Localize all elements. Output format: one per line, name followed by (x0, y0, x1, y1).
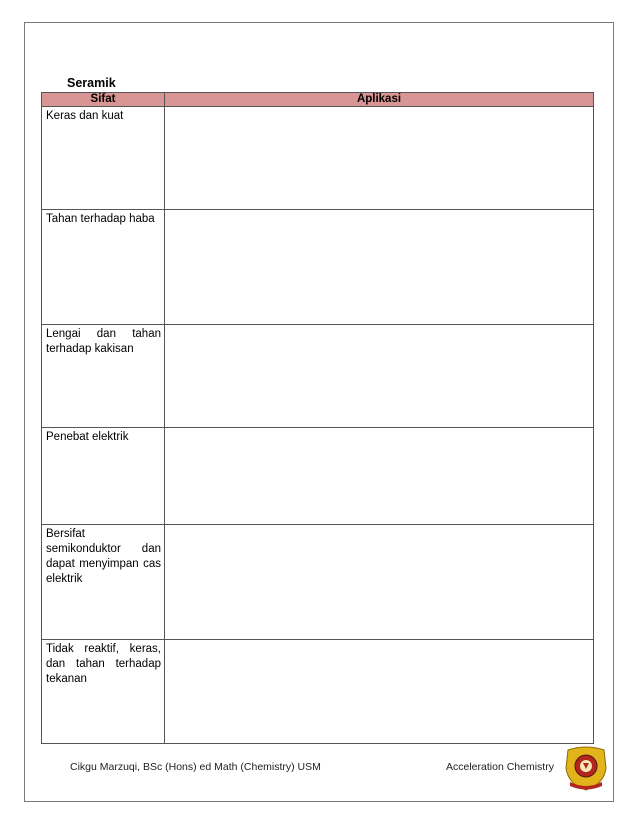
footer-course: Acceleration Chemistry (446, 761, 554, 773)
sifat-cell: Tidak reaktif, keras, dan tahan terhadap tekanan (42, 640, 165, 744)
sifat-cell: Tahan terhadap haba (42, 210, 165, 325)
header-sifat: Sifat (42, 93, 165, 107)
school-crest-icon (562, 746, 610, 792)
aplikasi-cell[interactable] (165, 325, 594, 428)
section-title: Seramik (67, 76, 116, 90)
aplikasi-cell[interactable] (165, 107, 594, 210)
sifat-cell: Bersifat semikonduktor dan dapat menyimpan cas elektrik (42, 525, 165, 640)
aplikasi-cell[interactable] (165, 210, 594, 325)
table-row (42, 525, 594, 640)
header-aplikasi: Aplikasi (165, 93, 594, 107)
aplikasi-cell[interactable] (165, 640, 594, 744)
aplikasi-cell[interactable] (165, 428, 594, 525)
table-header-row (42, 93, 594, 107)
table-row (42, 210, 594, 325)
sifat-cell: Keras dan kuat (42, 107, 165, 210)
footer-author: Cikgu Marzuqi, BSc (Hons) ed Math (Chemistry) USM (70, 761, 321, 773)
table-row (42, 325, 594, 428)
sifat-cell: Lengai dan tahan terhadap kakisan (42, 325, 165, 428)
table-row (42, 107, 594, 210)
table-row (42, 640, 594, 744)
properties-table (41, 92, 594, 744)
table-row (42, 428, 594, 525)
sifat-cell: Penebat elektrik (42, 428, 165, 525)
aplikasi-cell[interactable] (165, 525, 594, 640)
